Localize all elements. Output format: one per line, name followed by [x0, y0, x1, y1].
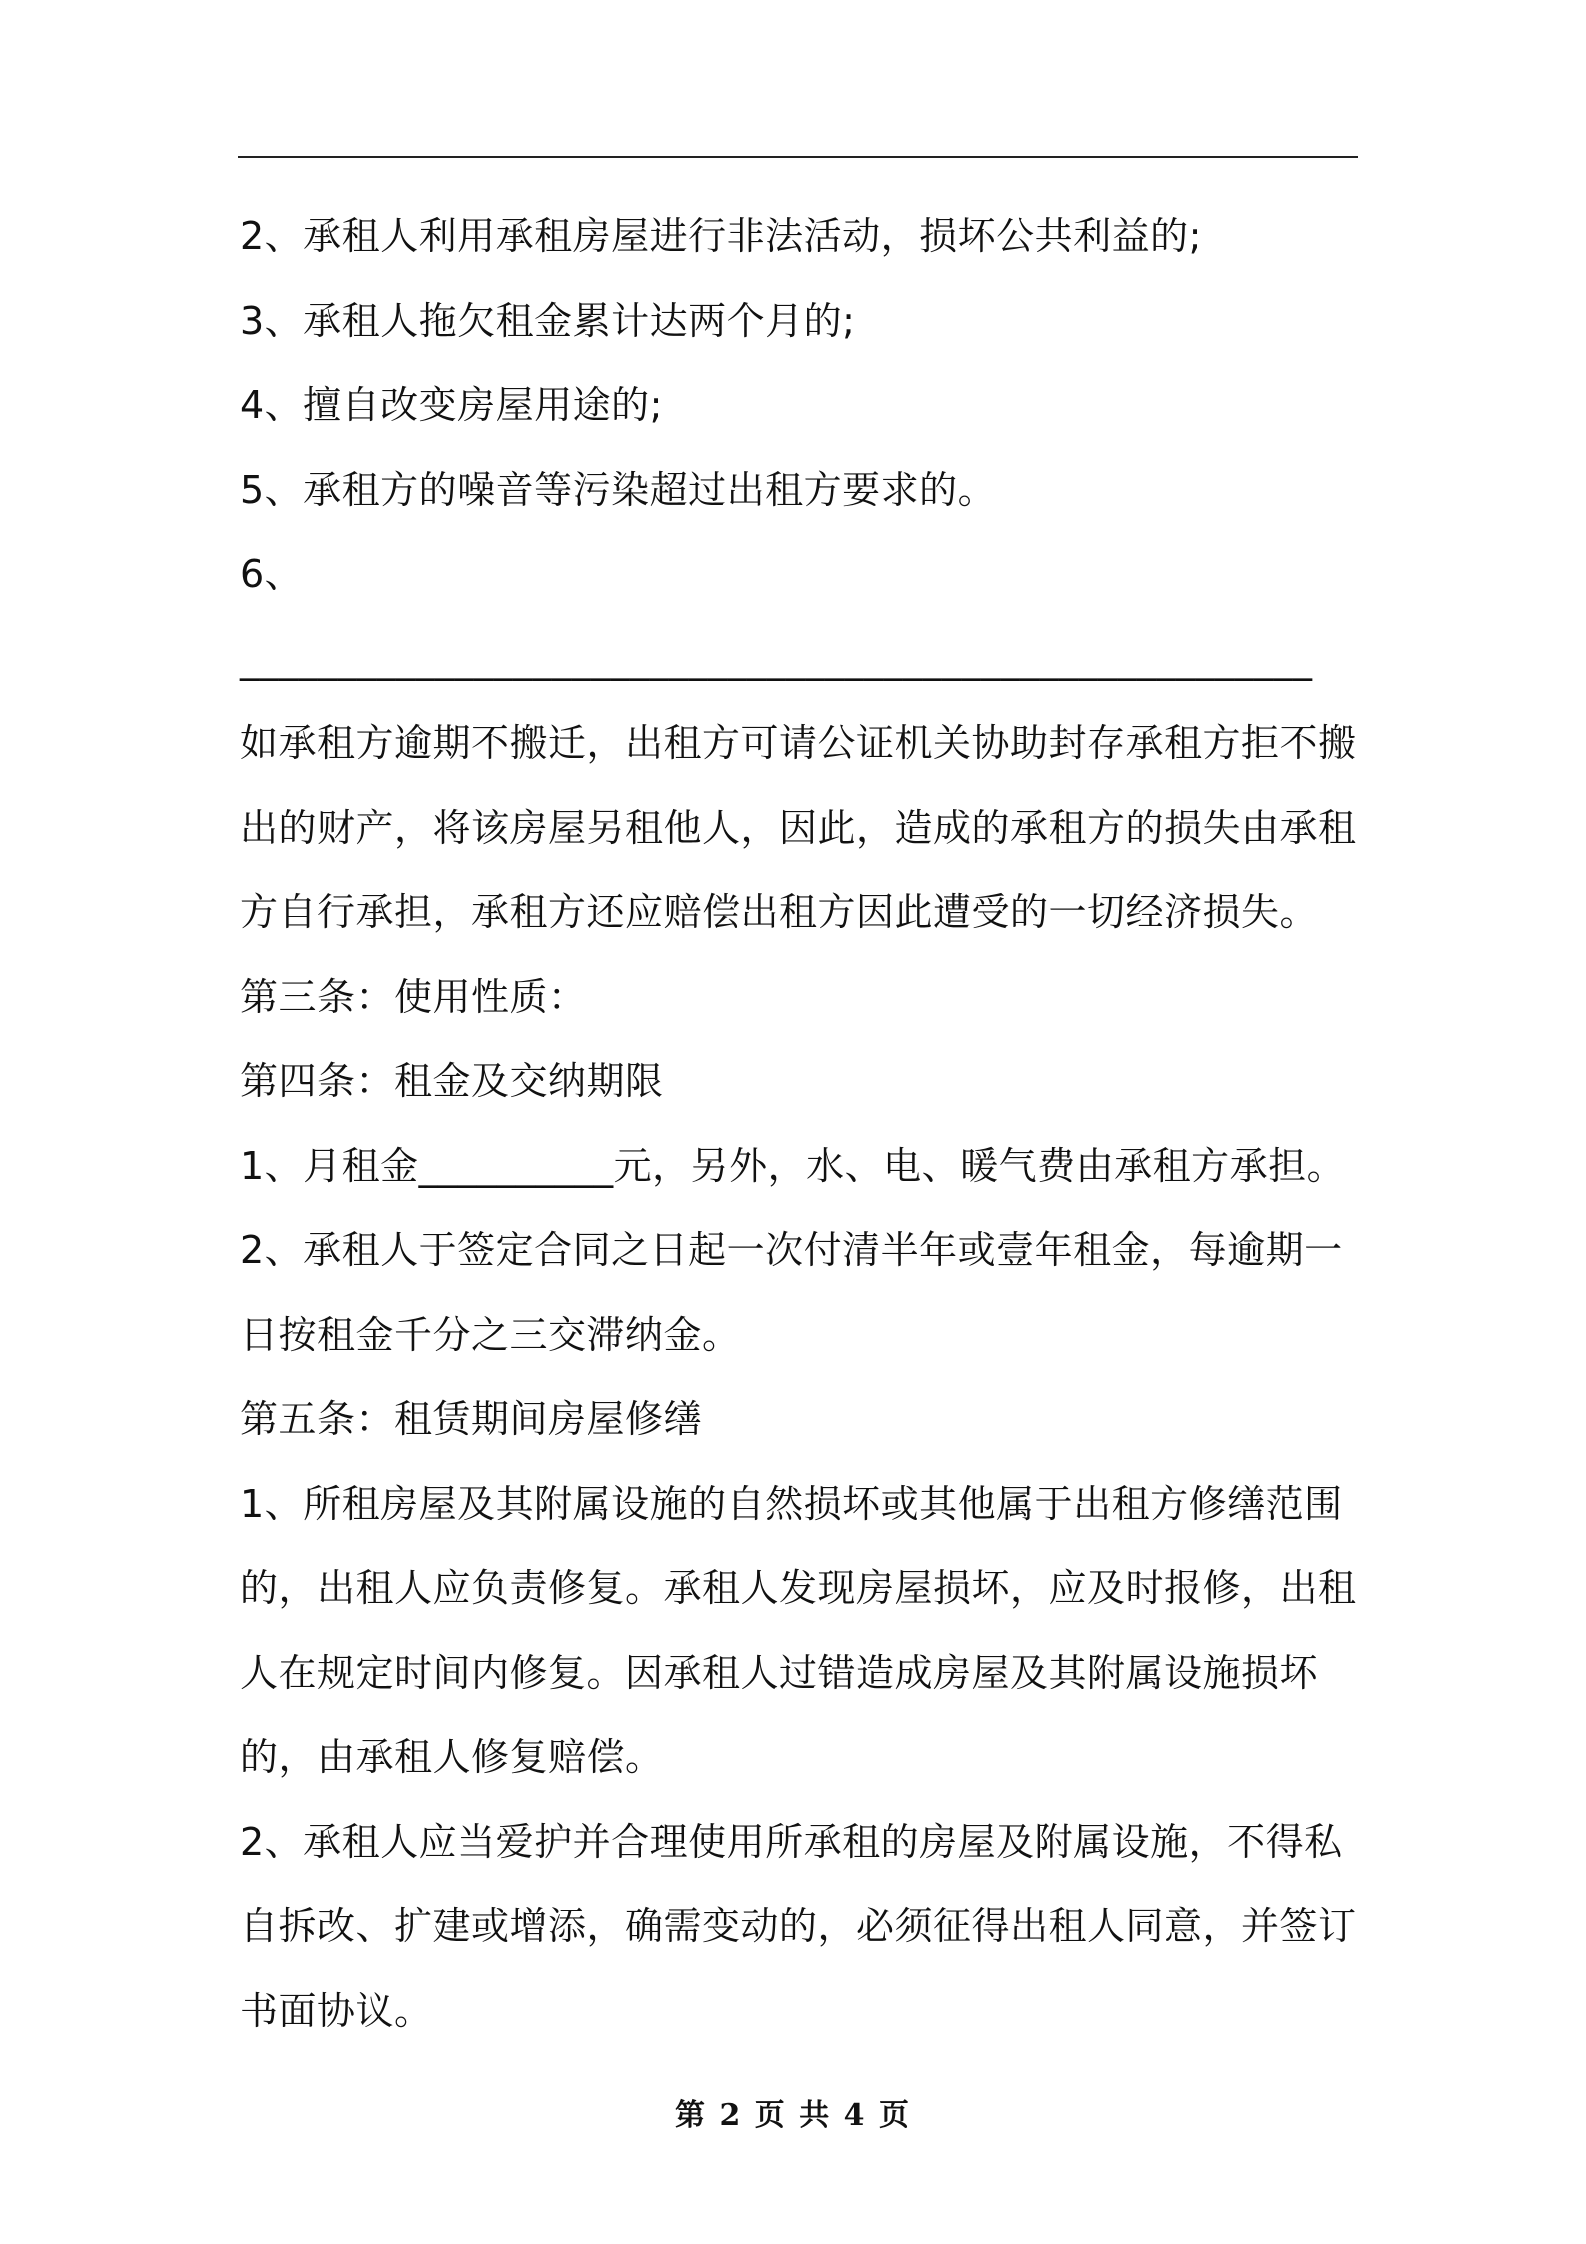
eviction-paragraph: 如承租方逾期不搬迁，出租方可请公证机关协助封存承租方拒不搬出的财产，将该房屋另租他人，因此，造成的承租方的损失由承租方自行承担，承租方还应赔偿出租方因此遭受的一切经济损失。 [240, 721, 1357, 934]
blank-fill-line: _______________________________________________________ [240, 636, 1313, 681]
article-3-heading: 第三条：使用性质： [240, 974, 587, 1019]
clause-item-2: 2、承租人利用承租房屋进行非法活动，损坏公共利益的; [240, 214, 1202, 258]
repair-item-2: 2、承租人应当爱护并合理使用所承租的房屋及附属设施，不得私自拆改、扩建或增添，确需变动的，必须征得出租人同意，并签订书面协议。 [240, 1819, 1357, 2033]
document-body [240, 194, 1370, 2053]
rent-item-2: 2、承租人于签定合同之日起一次付清半年或壹年租金，每逾期一日按租金千分之三交滞纳金。 [240, 1228, 1343, 1357]
clause-item-4: 4、擅自改变房屋用途的; [240, 383, 663, 427]
repair-item-1: 1、所租房屋及其附属设施的自然损坏或其他属于出租方修缮范围的，出租人应负责修复。承租人发现房屋损坏，应及时报修，出租人在规定时间内修复。因承租人过错造成房屋及其附属设施损坏的，由承租人修复赔偿。 [240, 1481, 1357, 1779]
rent-item-1: 1、月租金__________元，另外，水、电、暖气费由承租方承担。 [240, 1143, 1346, 1188]
clause-item-5: 5、承租方的噪音等污染超过出租方要求的。 [240, 467, 997, 512]
article-5-heading: 第五条：租赁期间房屋修缮 [240, 1397, 703, 1441]
clause-item-3: 3、承租人拖欠租金累计达两个月的; [240, 298, 856, 343]
clause-item-6: 6、 [240, 552, 304, 596]
header-rule [238, 156, 1358, 158]
page-number: 第 2 页 共 4 页 [675, 2098, 911, 2133]
article-4-heading: 第四条：租金及交纳期限 [240, 1059, 664, 1103]
